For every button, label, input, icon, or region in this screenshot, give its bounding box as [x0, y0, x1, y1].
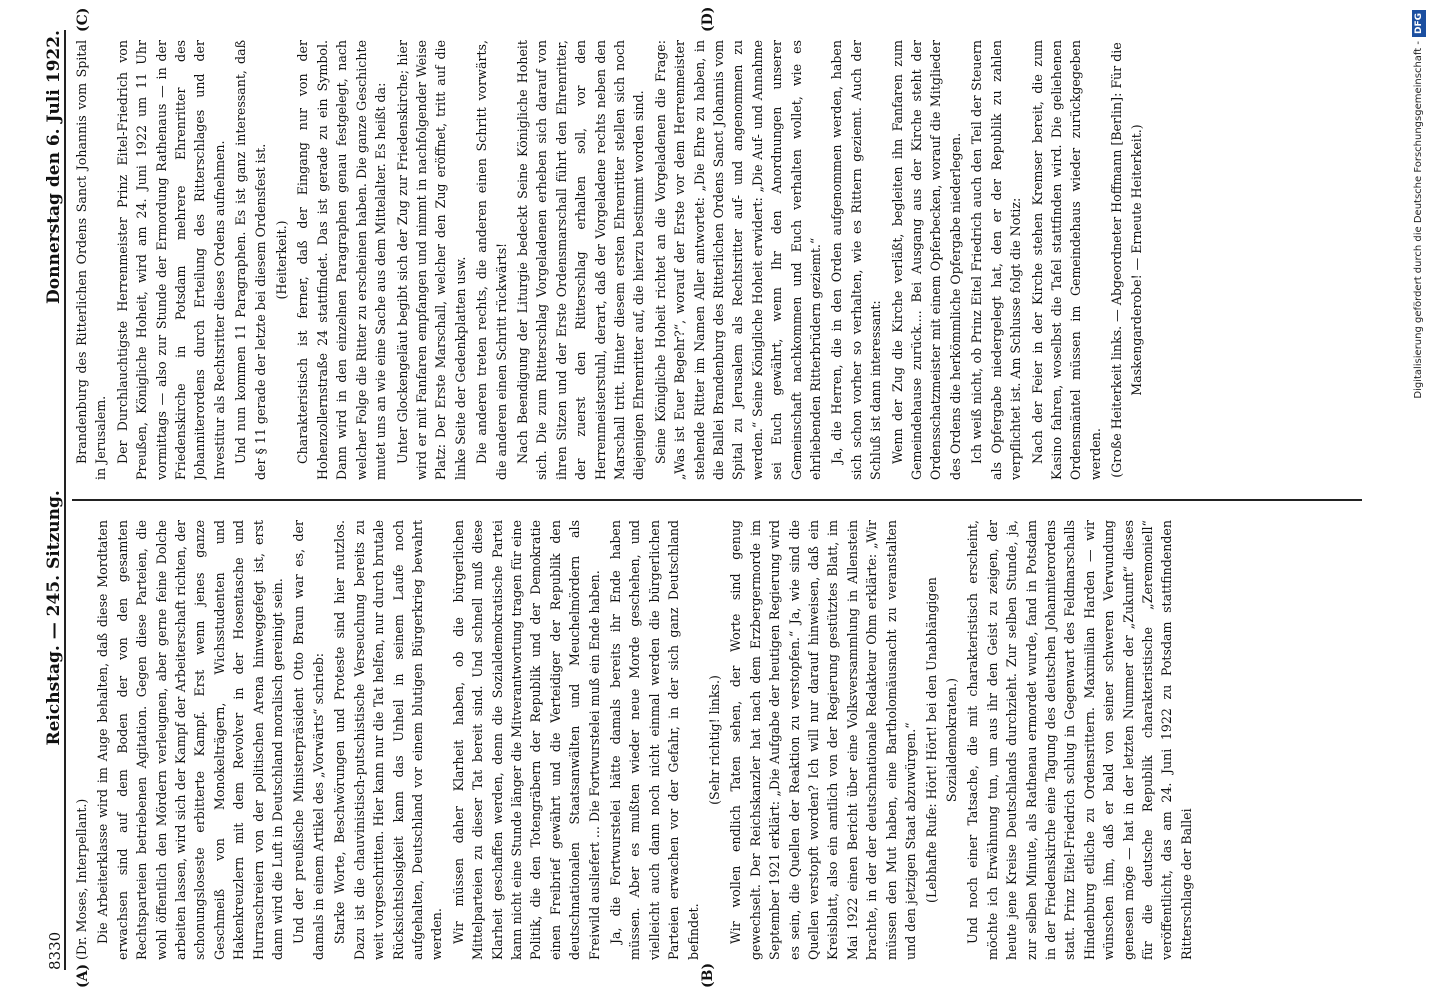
dfg-logo: DFG — [1412, 10, 1426, 37]
paragraph: Die Arbeiterklasse wird im Auge behalten, daß diese Mordtaten erwachsen sind auf dem Boden der von den gesamten Rechtsparteien betriebenen Agitation. Gegen diese Parteien, die wohl öffentlich den Mördern verleugnen, aber gerne feine Dolche arbeiten lassen, wird sich der Kampf der Arbeiterschaft richten, der schonungsloseste erbitterte Kampf. Erst wenn jenes ganze Geschmeiß von Monokelträgern, Wichsstudenten und Hakenkreuzlern mit dem Revolver in der Hosentasche und Hurraschreiern von der politischen Arena hinweggefegt ist, erst dann wird die Luft in Deutschland moralisch gereinigt sein. — [95, 520, 286, 960]
page-header — [30, 30, 66, 970]
paragraph: Und nun kommen 11 Paragraphen. Es ist ganz interessant, daß der § 11 gerade der letzte bei diesem Ordensfest ist. — [233, 40, 268, 480]
funding-sidebar — [1410, 10, 1428, 990]
margin-marker-a: (A) — [75, 963, 91, 988]
left-column — [72, 520, 1362, 960]
paragraph: Und noch einer Tatsache, die mit charakteristisch erscheint, möchte ich Erwähnung tun, um aus ihr den Geist zu zeigen, der heute jene Kreise Deutschlands durchzieht. Zur selben Stunde, ja, zur selben Minute, als Rathenau ermordet wurde, fand in Potsdam in der Friedenskirche eine Tagung des deutschen Johanniterordens statt. Prinz Eitel-Friedrich schlug in Gegenwart des Feldmarschalls Hindenburg etliche zu Ordensrittern. Maximilian Harden — wir wünschen ihm, daß er bald von seiner schweren Verwundung genesen möge — hat in der letzten Nummer der „Zukunft“ dieses für die deutsche Republik charakteristische „Zeremoniell“ veröffentlicht, das am 24. Juni 1922 zu Potsdam stattfindenden Ritterschlage der Ballei — [965, 520, 1194, 960]
right-column — [72, 40, 1362, 480]
interjection: (Heiterkeit.) — [274, 220, 290, 300]
interjection: (Große Heiterkeit links. — Abgeordneter Hoffmann [Berlin]: Für die Maskengarderobe! — Erneute Heiterkeit.) — [1109, 42, 1144, 478]
paragraph: Nach der Feier in der Kirche stehen Kremser bereit, die zum Kasino fahren, woselbst die Tafel stattfinden wird. Die geliehenen Ordensmäntel müssen im Gemeindehaus wieder zurückgegeben werden. — [1029, 40, 1103, 480]
paragraph: Ich weiß nicht, ob Prinz Eitel Friedrich auch den Teil der Steuern als Opfergabe niedergelegt hat, den er der Republik zu zahlen verpflichtet ist. Am Schlusse folgt die Notiz: — [969, 40, 1024, 480]
paragraph: Charakteristisch ist ferner, daß der Eingang nur von der Hohenzollernstraße 24 stattfindet. Das ist gerade zu ein Symbol. Dann wird in den einzelnen Paragraphen genau festgelegt, nach welcher Folge die Ritter zu erscheinen haben. Die ganze Geschichte mutet uns an wie eine Sache aus dem Mittelalter. Es heißt da: — [295, 40, 389, 480]
paragraph: Ja, die Herren, die in den Orden aufgenommen werden, haben sich schon vorher so verhalten, wie es Rittern geziemt. Auch der Schluß ist dann interessant: — [829, 40, 884, 480]
page-number: 8330 — [46, 931, 64, 970]
funding-text: Digitalisierung gefördert durch die Deutsche Forschungsgemeinschaft - — [1413, 41, 1424, 399]
paragraph: Seine Königliche Hoheit richtet an die Vorgeladenen die Frage: „Was ist Euer Begehr?“, worauf der Erste vor dem Herrenmeister stehende Ritter im Namen Aller antwortet: „Die Ehre zu haben, in die Ballei Brandenburg des Ritterlichen Ordens Sanct Johannis vom Spital zu Jerusalem als Rechtsritter auf- und angenommen zu werden.“ Seine Königliche Hoheit erwidert: „Die Auf- und Annahme sei Euch gewährt, wenn Ihr den Anordnungen unserer Gemeinschaft nachkommen und Euch verhalten wollet, wie es ehrliebenden Ritterbrüdern geziemt.“ — [652, 40, 824, 480]
paragraph: Der Durchlauchtigste Herrenmeister Prinz Eitel-Friedrich von Preußen, Königliche Hoheit, wird am 24. Juni 1922 um 11 Uhr vormittags — also zur Stunde der Ermordung Rathenaus — in der Friedenskirche in Potsdam mehrere Ehrenritter des Johanniterordens durch Erteilung des Ritterschlages und der Investitur als Rechtsritter dieses Ordens aufnehmen. — [114, 40, 227, 480]
header-right-title: Donnerstag den 6. Juli 1922. — [44, 30, 64, 304]
paragraph: Nach Beendigung der Liturgie bedeckt Seine Königliche Hoheit sich. Die zum Ritterschlag Vorgeladenen erheben sich darauf von ihren Sitzen und der Erste Ordensmarschall führt den Ehrenritter, der zuerst den Ritterschlag erhalten soll, vor den Herrenmeisterstuhl, derart, daß der Vorgeladene rechts neben den Marschall tritt. Hinter diesem ersten Ehrenritter stellen sich noch diejenigen Ehrenritter auf, die hierzu bestimmt worden sind. — [514, 40, 647, 480]
paragraph: Die anderen treten rechts, die anderen einen Schritt vorwärts, die anderen einen Schritt rückwärts! — [474, 40, 509, 480]
speaker-note: (Dr. Moses, Interpellant.) — [74, 798, 89, 960]
margin-marker-c: (C) — [75, 7, 91, 32]
paragraph: Wenn der Zug die Kirche verläßt, begleiten ihn Fanfaren zum Gemeindehause zurück.... Bei Ausgang aus der Kirche steht der Ordensschatzmeister mit einem Opferbecken, worauf die Mitglieder des Ordens die herkömmliche Opfergabe niederlegen. — [889, 40, 963, 480]
funding-note — [1410, 10, 1428, 990]
margin-marker-b: (B) — [700, 962, 716, 988]
margin-marker-d: (D) — [700, 6, 716, 32]
header-left-title: Reichstag. — 245. Sitzung. — [44, 490, 64, 746]
interjection: (Lebhafte Rufe: Hört! Hört! bei den Unabhängigen Sozialdemokraten.) — [924, 577, 959, 903]
paragraph: Wir müssen daher Klarheit haben, ob die bürgerlichen Mittelparteien zu dieser Tat bereit sind. Und schnell muß diese Klarheit geschaffen werden, denn die Sozialdemokratische Partei kann nicht eine Stunde länger die Mitverantwortung tragen für eine Politik, die den Totengräbern der Republik und der Demokratie einen Freibrief gewährt und die Verteidiger der Republik den deutschnationalen Staatsanwälten und Meuchelmördern als Freiwild ausliefert ... Die Fortwurstelei muß ein Ende haben. — [450, 520, 602, 960]
paragraph: Und der preußische Ministerpräsident Otto Braun war es, der damals in einem Artikel des „Vorwärts“ schrieb: — [291, 520, 326, 960]
interjection: (Sehr richtig! links.) — [707, 675, 722, 805]
paragraph: Unter Glockengeläut begibt sich der Zug zur Friedenskirche; hier wird er mit Fanfaren empfangen und nimmt in nachfolgender Weise Platz: Der Erste Marschall, welcher den Zug eröffnet, tritt auf die linke Seite der Gedenkplatten usw. — [394, 40, 468, 480]
paragraph: Ja, die Fortwurstelei hätte damals bereits ihr Ende haben müssen. Aber es mußten wieder neue Morde geschehen, und vielleicht auch dann noch nicht einmal werden die bürgerlichen Parteien erwachen vor der Gefahr, in der sich ganz Deutschland befindet. — [607, 520, 701, 960]
paragraph: Brandenburg des Ritterlichen Ordens Sanct Johannis vom Spital in Jerusalem. — [74, 40, 109, 480]
paragraph: Starke Worte, Beschwörungen und Proteste sind hier nutzlos. Dazu ist die chauvinistisch-putschistische Verseuchung bereits zu weit vorgeschritten. Hier kann nur die Tat helfen, nur durch brutale Rücksichtslosigkeit kann das Unheil in seinem Laufe noch aufgehalten, Deutschland vor einem blutigen Bürgerkrieg bewahrt werden. — [332, 520, 445, 960]
paragraph: Wir wollen endlich Taten sehen, der Worte sind genug gewechselt. Der Reichskanzler hat nach dem Erzbergermorde im September 1921 erklärt: „Die Aufgabe der heutigen Regierung wird es sein, die Quellen der Reaktion zu verstopfen.“ Ja, wie sind die Quellen verstopft worden? Ich will nur darauf hinweisen, daß ein Kreisblatt, also ein amtlich von der Regierung gestütztes Blatt, im Mai 1922 einen Bericht über eine Volksversammlung in Allenstein brachte, in der der deutschnationale Redakteur Ohm erklärte: „Wir müssen den Mut haben, eine Bartholomäusnacht zu veranstalten und den jetzigen Staat abzuwürgen.“ — [728, 520, 919, 960]
column-divider — [72, 500, 1362, 502]
